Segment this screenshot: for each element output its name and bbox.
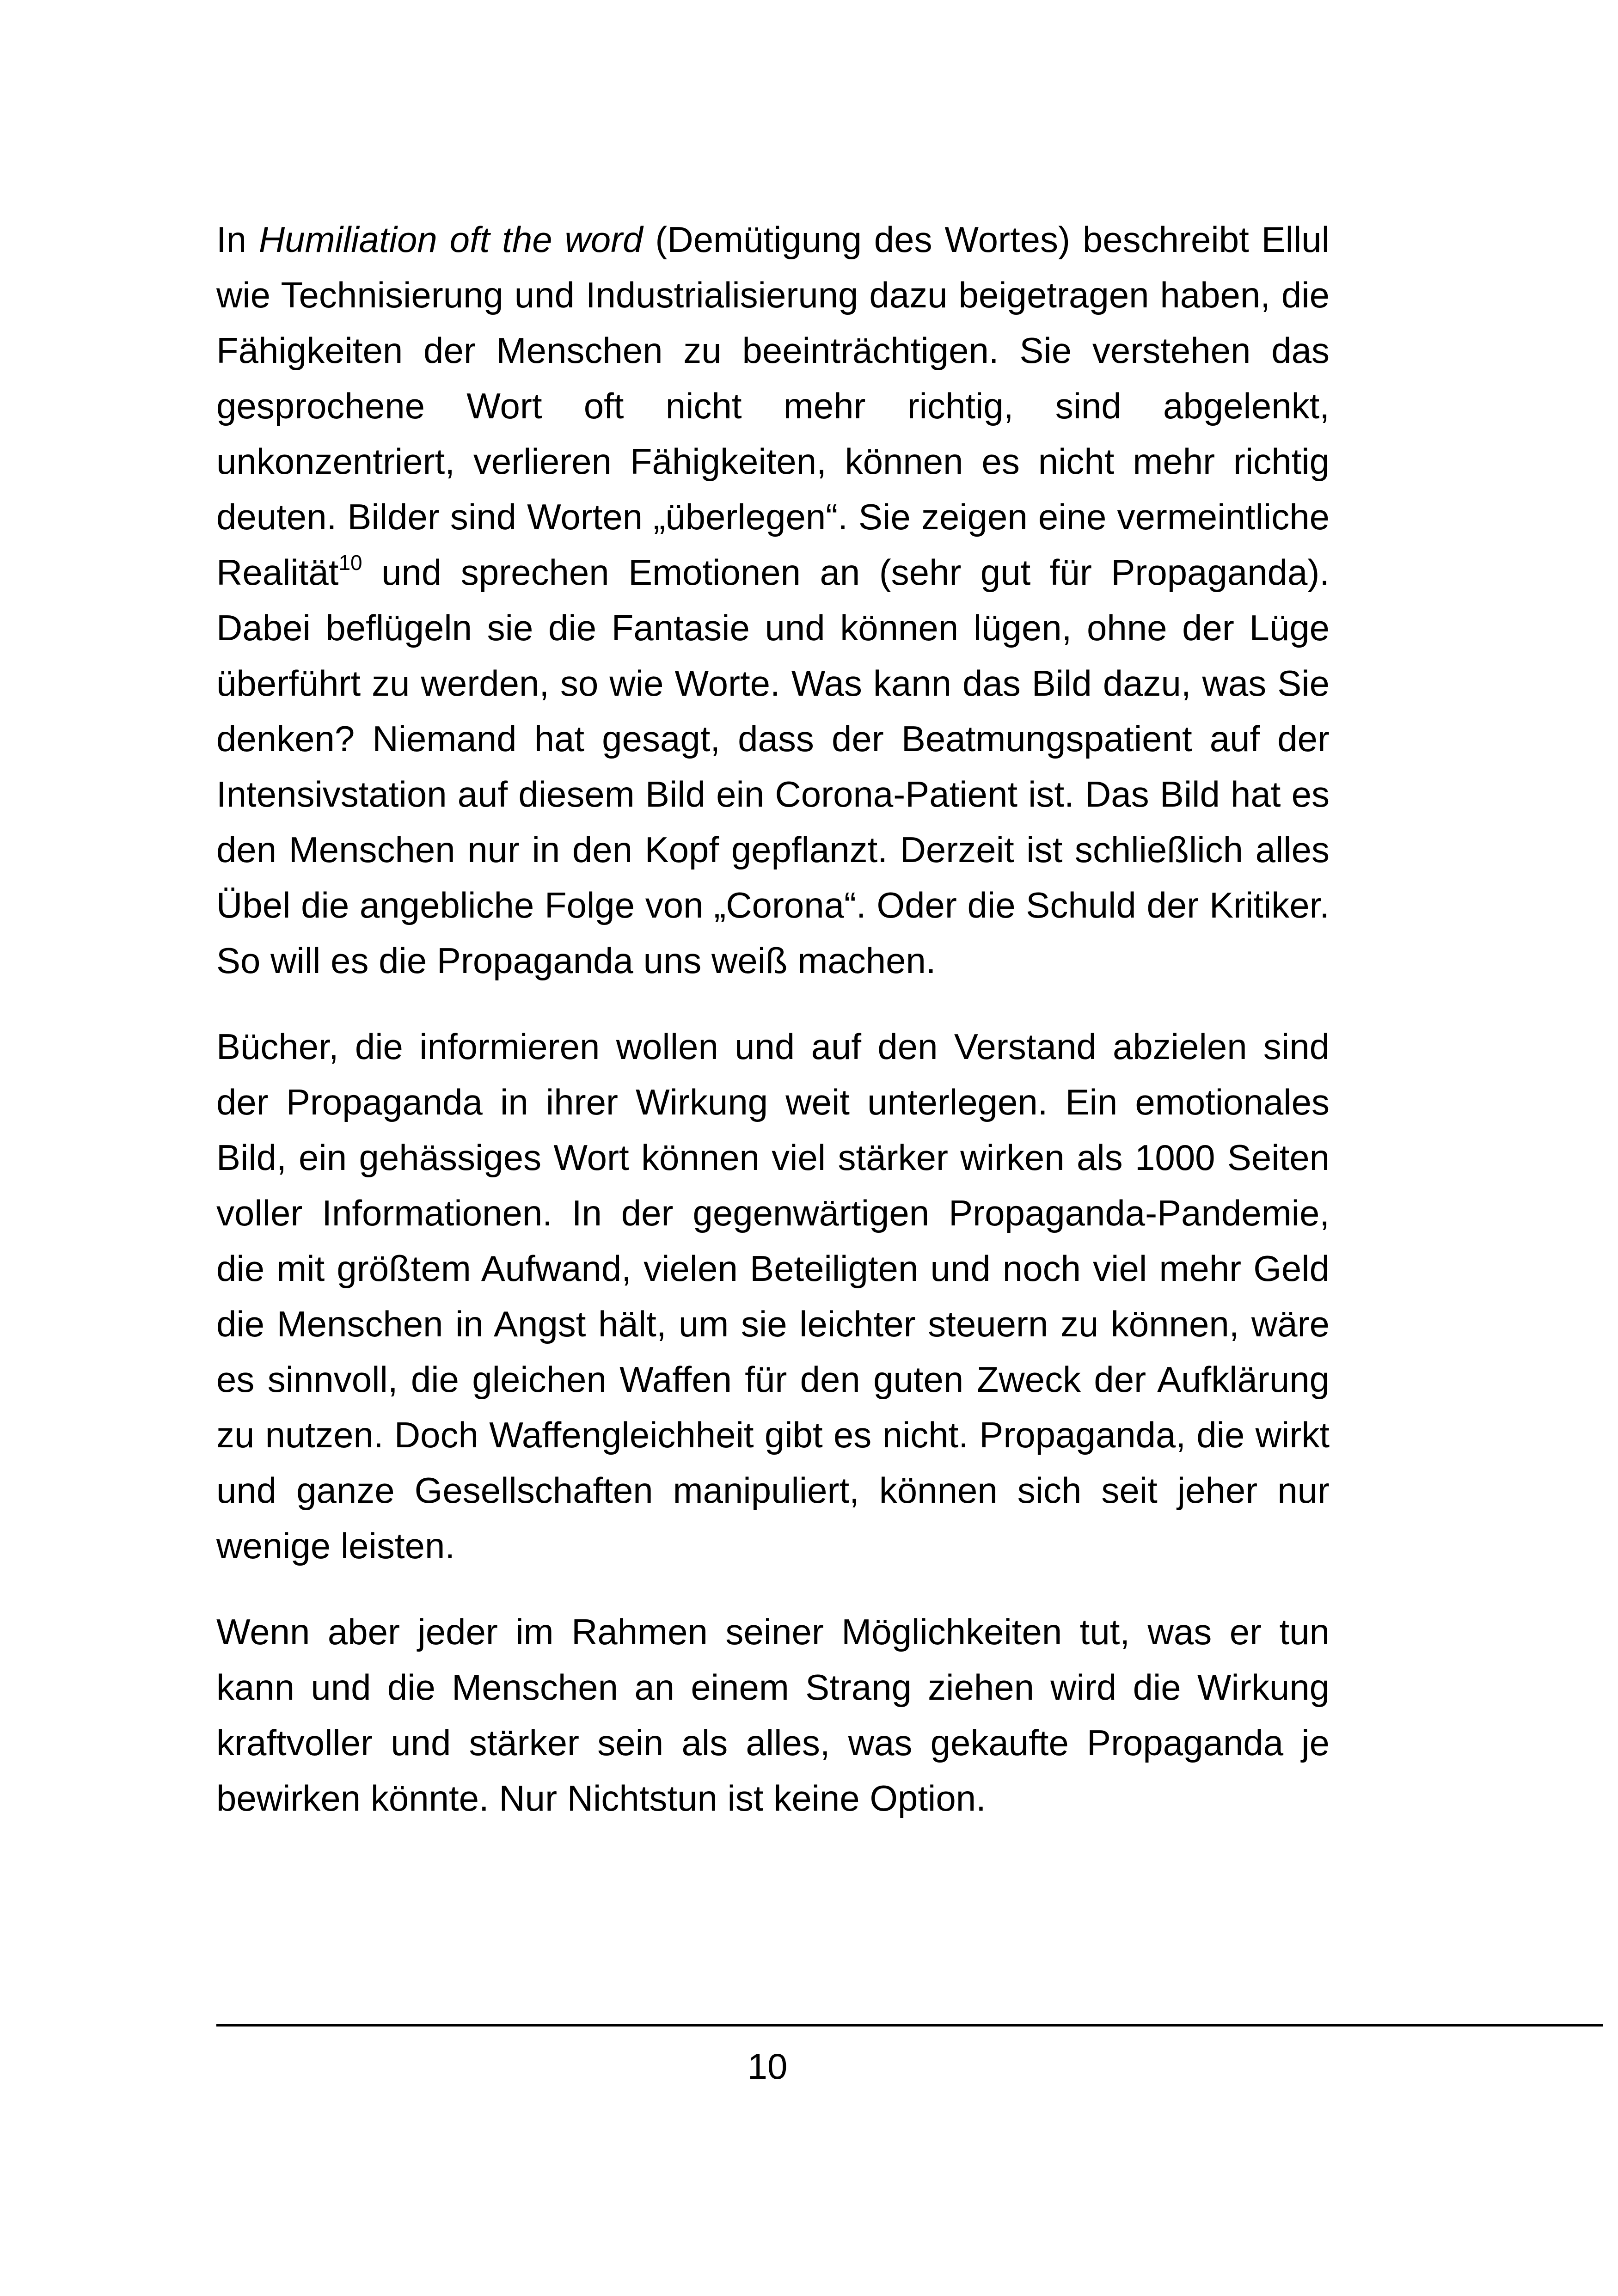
footnote-reference[interactable]: 10 — [338, 551, 362, 575]
paragraph-1-continuation: und sprechen Emotionen an (sehr gut für Propaganda). Dabei beflügeln sie die Fantasie und können lügen, ohne der Lüge überführt zu werden, so wie Worte. Was kann das Bild dazu, was Sie denken? Niemand hat gesagt, dass der Beatmungspatient auf der Intensivstation auf diesem Bild ein Corona-Patient ist. Das Bild hat es den Menschen nur in den Kopf gepflanzt. Derzeit ist schließlich alles Übel die angebliche Folge von „Corona“. Oder die Schuld der Kritiker. So will es die Propaganda uns weiß machen. — [216, 552, 1330, 981]
paragraph-3: Wenn aber jeder im Rahmen seiner Möglichkeiten tut, was er tun kann und die Menschen an einem Strang ziehen wird die Wirkung kraftvoller und stärker sein als alles, was gekaufte Propaganda je bewirken könnte. Nur Nichtstun ist keine Option. — [216, 1611, 1330, 1818]
footer-divider — [216, 2024, 1603, 2027]
paragraph-1-intro: In — [216, 219, 259, 260]
paragraph-1 — [216, 212, 1330, 988]
body-text — [216, 212, 1330, 1856]
book-title: Humiliation oft the word — [258, 219, 643, 260]
paragraph-2: Bücher, die informieren wollen und auf den Verstand abzielen sind der Propaganda in ihrer Wirkung weit unterlegen. Ein emotionales Bild, ein gehässiges Wort können viel stärker wirken als 1000 Seiten voller Informationen. In der gegenwärtigen Propaganda-Pandemie, die mit größtem Aufwand, vielen Beteiligten und noch viel mehr Geld die Menschen in Angst hält, um sie leichter steuern zu können, wäre es sinnvoll, die gleichen Waffen für den guten Zweck der Aufklärung zu nutzen. Doch Waffengleichheit gibt es nicht. Propaganda, die wirkt und ganze Gesellschaften manipuliert, können sich seit jeher nur wenige leisten. — [216, 1026, 1330, 1566]
paragraph-1-text: (Demütigung des Wortes) beschreibt Ellul wie Technisierung und Industrialisierung dazu beigetragen haben, die Fähigkeiten der Menschen zu beeinträchtigen. Sie verstehen das gesprochene Wort oft nicht mehr richtig, sind abgelenkt, unkonzentriert, verlieren Fähigkeiten, können es nicht mehr richtig deuten. Bilder sind Worten „überlegen“. Sie zeigen eine vermeintliche Realität — [216, 219, 1330, 593]
page-number: 10 — [747, 2046, 788, 2087]
